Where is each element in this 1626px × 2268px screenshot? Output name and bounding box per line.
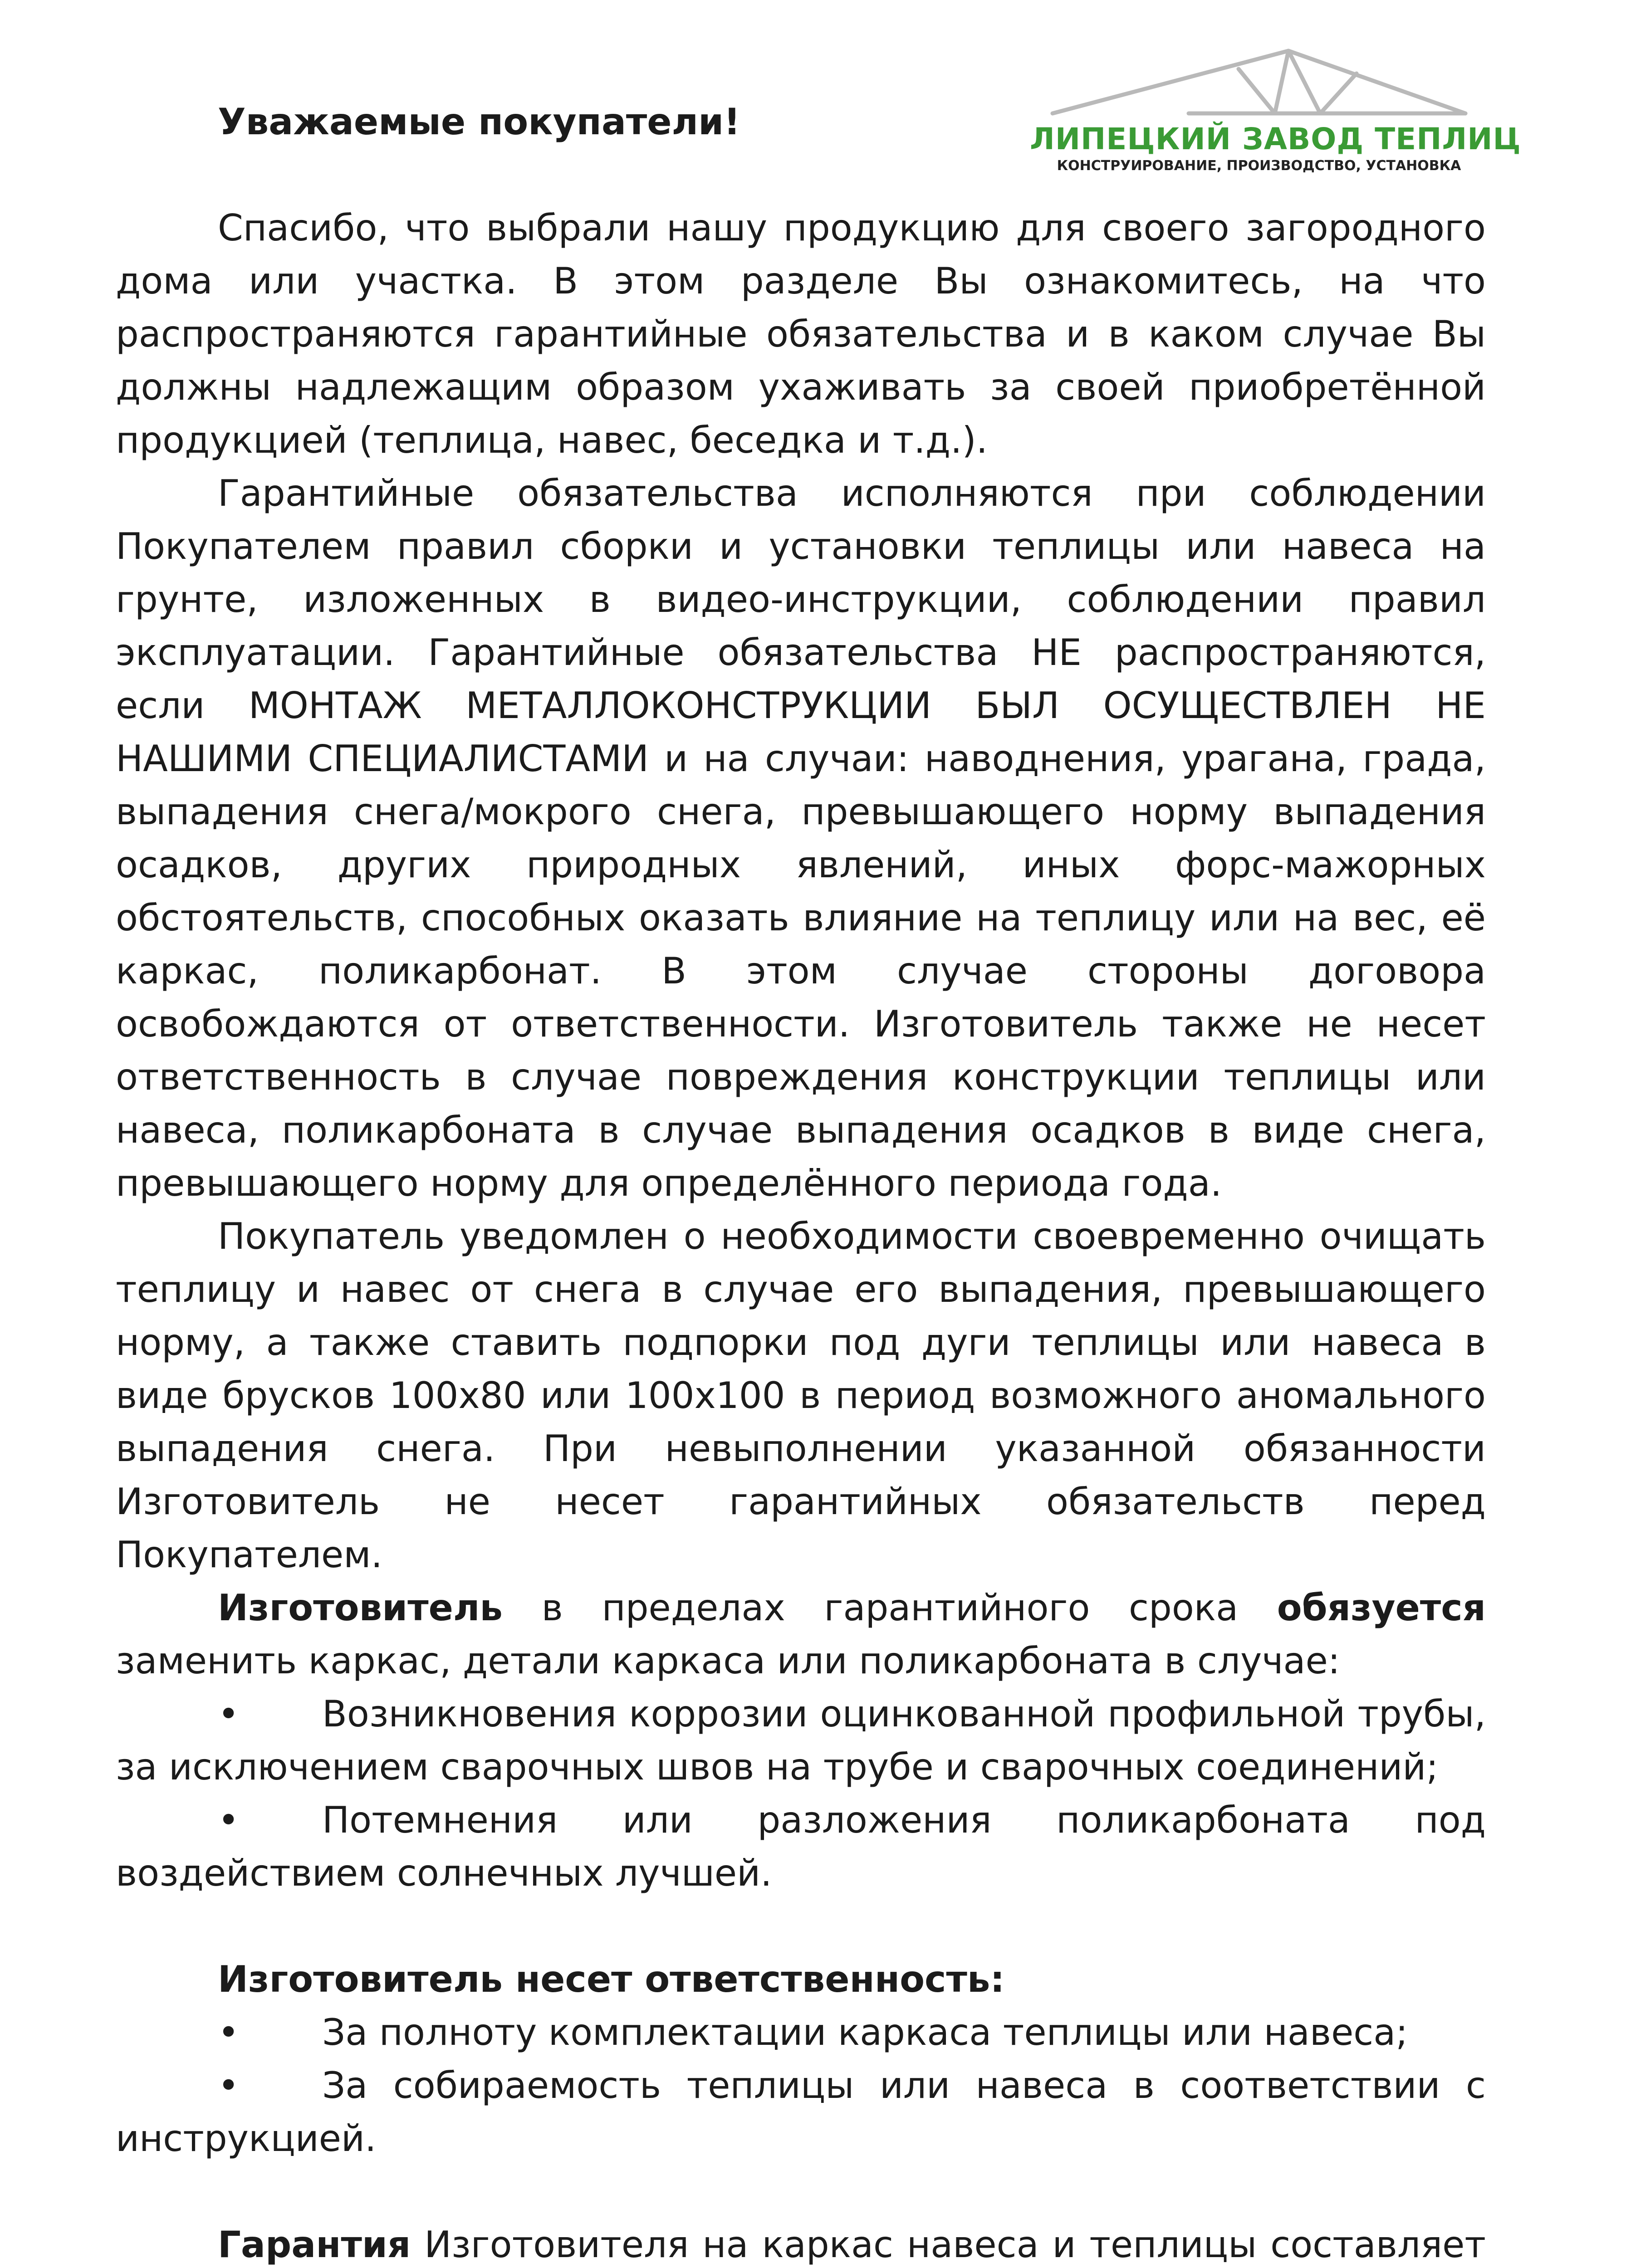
list-item [116,2059,1486,2165]
list-item [116,2006,1486,2059]
company-name: ЛИПЕЦКИЙ ЗАВОД ТЕПЛИЦ [1030,122,1521,156]
bullet-icon: • [218,2011,240,2053]
obligation-subject: Изготовитель [218,1587,503,1629]
list-item-text: За собираемость теплицы или навеса в соответствии с инструкцией. [116,2064,1486,2160]
warranty-text: Изготовителя на каркас навеса и теплицы составляет [411,2224,1486,2266]
obligation-paragraph [116,1581,1486,1687]
greeting-heading: Уважаемые покупатели! [218,101,740,143]
list-item-text: За полноту комплектации каркаса теплицы или навеса; [322,2011,1408,2053]
warranty-conditions-paragraph: Гарантийные обязательства исполняются при соблюдении Покупателем правил сборки и установки теплицы или навеса на грунте, изложенных в видео-инструкции, соблюдении правил эксплуатации. Гарантийные обязательства НЕ распространяются, если МОНТАЖ МЕТАЛЛОКОНСТРУКЦИИ БЫЛ ОСУЩЕСТВЛЕН НЕ НАШИМИ СПЕЦИАЛИСТАМИ и на случаи: наводнения, урагана, града, выпадения снега/мокрого снега, превышающего норму выпадения осадков, других природных явлений, иных форс-мажорных обстоятельств, способных оказать влияние на теплицу или на вес, её каркас, поликарбонат. В этом случае стороны договора освобождаются от ответственности. Изготовитель также не несет ответственность в случае повреждения конструкции теплицы или навеса, поликарбоната в случае выпадения осадков в виде снега, превышающего норму для определённого периода года. [116,472,1486,1204]
company-tagline: КОНСТРУИРОВАНИЕ, ПРОИЗВОДСТВО, УСТАНОВКА [1057,158,1461,174]
list-item-text: Возникновения коррозии оцинкованной профильной трубы, за исключением сварочных швов на трубе и сварочных соединений; [116,1693,1486,1788]
warranty-term-paragraph [116,2218,1486,2268]
obligation-text-2: заменить каркас, детали каркаса или поликарбоната в случае: [116,1640,1340,1682]
warranty-label: Гарантия [218,2224,411,2266]
bullet-icon: • [218,1693,240,1735]
letter-body [116,95,1521,2268]
responsibility-heading: Изготовитель несет ответственность: [218,1958,1005,2000]
spacer [116,2165,1486,2218]
snow-notice-paragraph: Покупатель уведомлен о необходимости своевременно очищать теплицу и навес от снега в случае его выпадения, превышающего норму, а также ставить подпорки под дуги теплицы или навеса в виде брусков 100х80 или 100х100 в период возможного аномального выпадения снега. При невыполнении указанной обязанности Изготовитель не несет гарантийных обязательств перед Покупателем. [116,1215,1486,1576]
obligation-verb: обязуется [1277,1587,1486,1629]
intro-paragraph: Спасибо, что выбрали нашу продукцию для своего загородного дома или участка. В этом разделе Вы ознакомитесь, на что распространяются гарантийные обязательства и в каком случае Вы должны надлежащим образом ухаживать за своей приобретённой продукцией (теплица, навес, беседка и т.д.). [116,207,1486,461]
spacer [116,1900,1486,1953]
list-item-text: Потемнения или разложения поликарбоната под воздействием солнечных лучшей. [116,1799,1486,1894]
obligation-text-1: в пределах гарантийного срока [503,1587,1277,1629]
list-item [116,1794,1486,1900]
list-item [116,1687,1486,1794]
bullet-icon: • [218,1799,240,1841]
bullet-icon: • [218,2064,240,2107]
